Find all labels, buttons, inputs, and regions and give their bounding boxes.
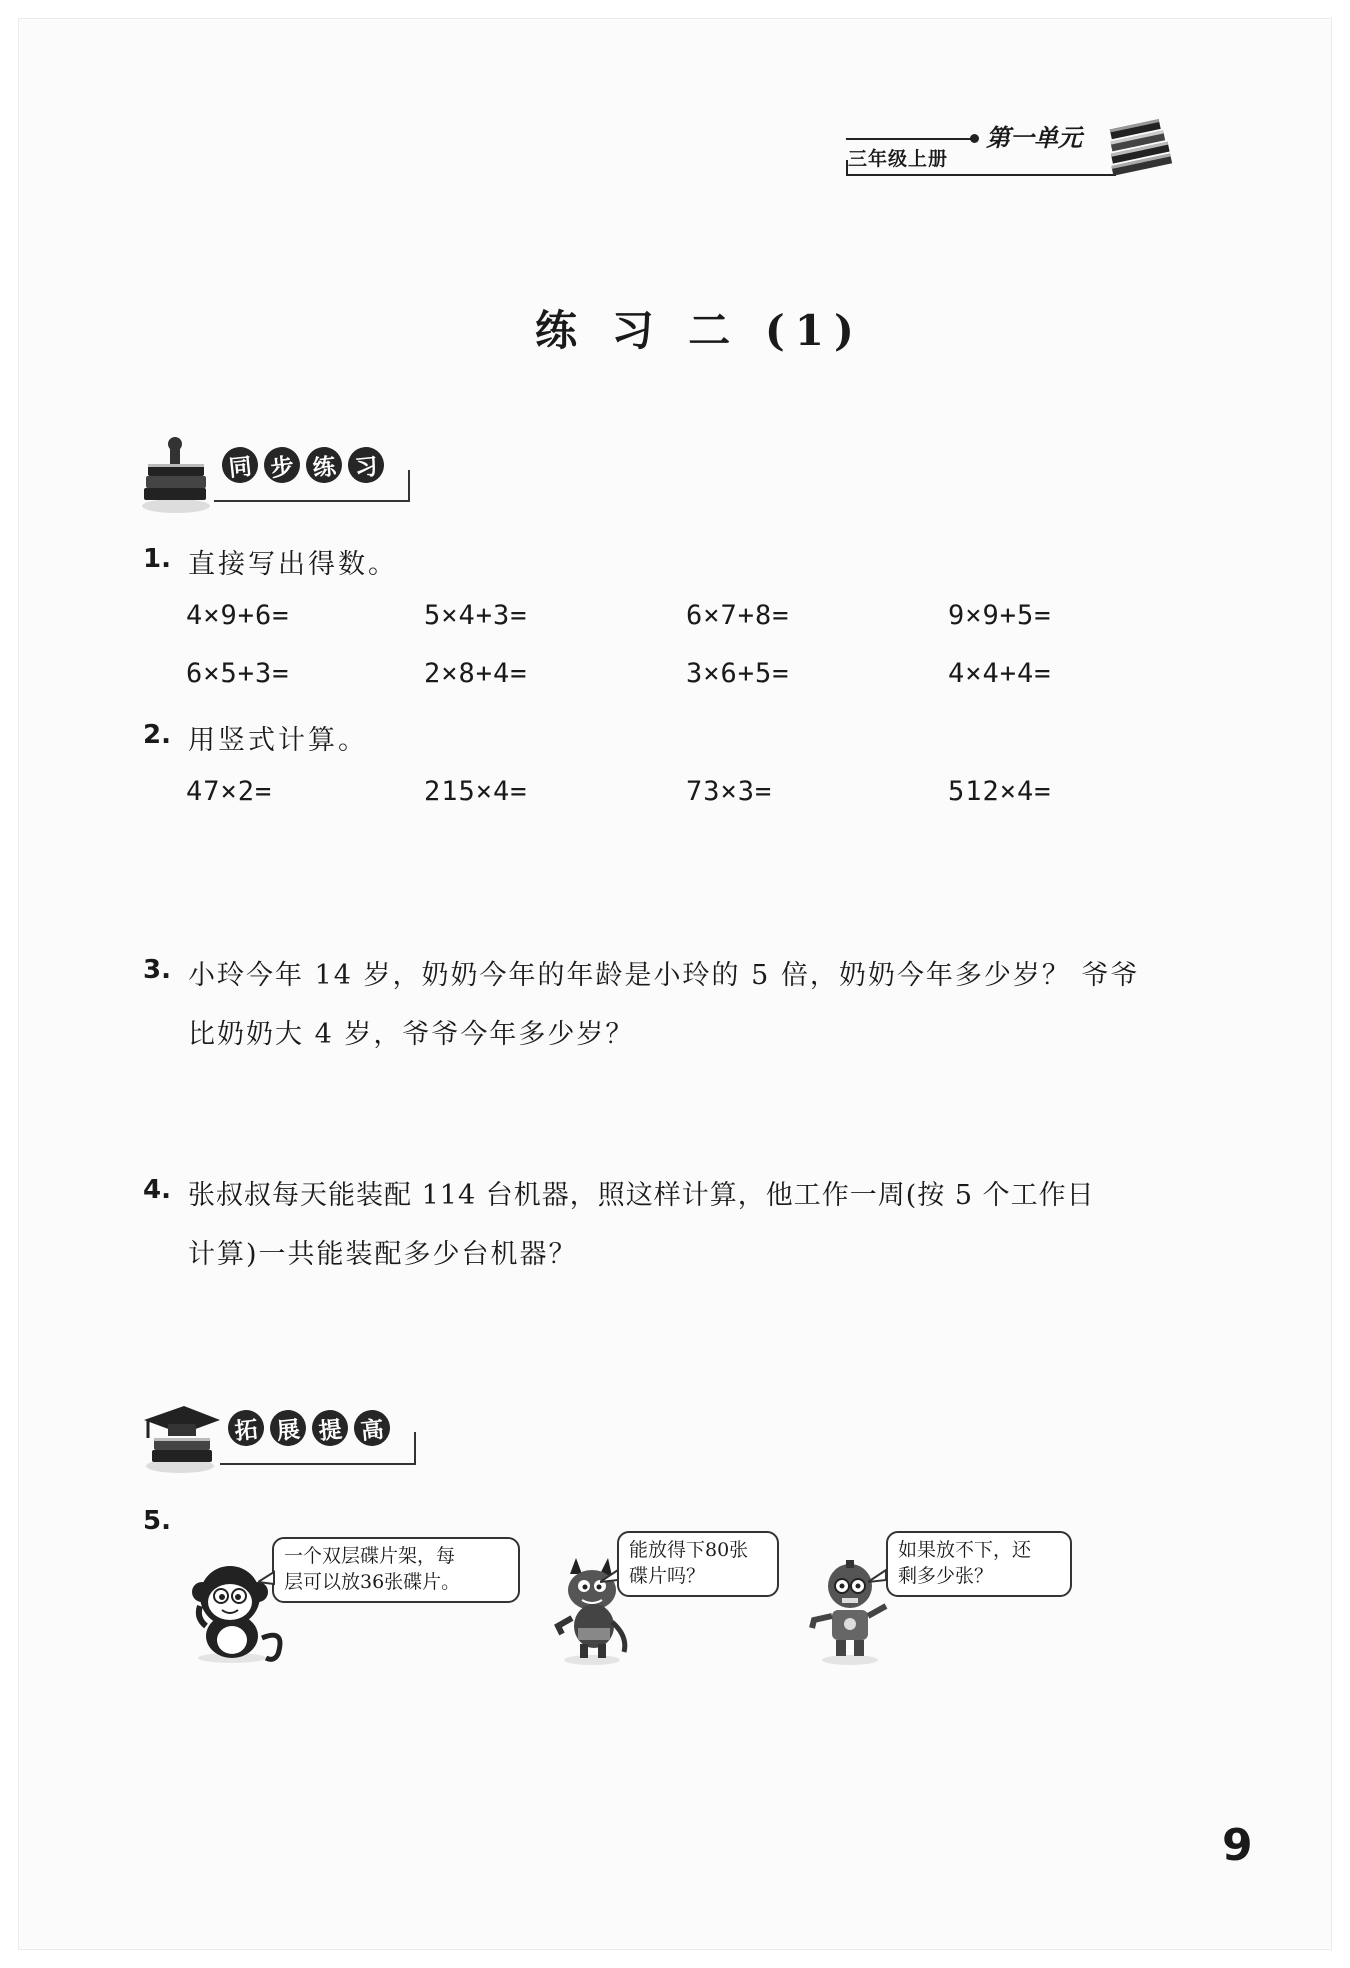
header-underline <box>846 174 1116 176</box>
sync-label-char: 练 <box>304 445 344 485</box>
q2-expression: 215×4= <box>424 776 528 807</box>
speech-bubble-3 <box>886 1531 1072 1597</box>
q5-number: 5. <box>143 1506 171 1536</box>
q3-text-line2: 比奶奶大 4 岁，爷爷今年多少岁？ <box>188 1019 635 1050</box>
q1-expression: 9×9+5= <box>948 600 1052 631</box>
sync-label-char: 同 <box>220 445 260 485</box>
bubble-2-line1: 能放得下80张 <box>629 1539 749 1561</box>
q4-number: 4. <box>143 1175 171 1205</box>
bubble-3-line2: 剩多少张？ <box>898 1565 994 1587</box>
q1-number: 1. <box>143 544 171 574</box>
sync-label-char: 步 <box>262 445 302 485</box>
header-dot <box>970 134 979 143</box>
page-number: 9 <box>1222 1820 1253 1871</box>
q1-expression: 3×6+5= <box>686 658 790 689</box>
extend-section-icon <box>142 1394 222 1478</box>
sync-label-char: 习 <box>346 445 386 485</box>
header-unit: 第一单元 <box>986 124 1082 152</box>
speech-bubble-1 <box>272 1537 520 1603</box>
extend-label-char: 高 <box>352 1408 392 1448</box>
q2-expression: 512×4= <box>948 776 1052 807</box>
header-rule <box>846 138 974 140</box>
sync-section-underline <box>214 500 410 502</box>
bubble-2-tail <box>600 1568 620 1590</box>
q4-text-line1: 张叔叔每天能装配 114 台机器，照这样计算，他工作一周(按 5 个工作日 <box>188 1180 1095 1211</box>
extend-label-char: 拓 <box>226 1408 266 1448</box>
page-title: 练 习 二 (1) <box>535 306 864 355</box>
sync-section-icon <box>140 430 218 518</box>
bubble-3-tail <box>868 1568 888 1590</box>
q3-text-line1: 小玲今年 14 岁，奶奶今年的年龄是小玲的 5 倍，奶奶今年多少岁？ 爷爷 <box>188 960 1140 991</box>
sync-section-bracket <box>408 470 410 502</box>
q1-expression: 4×4+4= <box>948 658 1052 689</box>
extend-label-char: 展 <box>268 1408 308 1448</box>
extend-section-bracket <box>414 1432 416 1465</box>
q1-expression: 5×4+3= <box>424 600 528 631</box>
books-icon <box>1102 112 1174 186</box>
extend-section-underline <box>220 1463 416 1465</box>
q4-text-line2: 计算)一共能装配多少台机器？ <box>188 1239 578 1270</box>
extend-section-label <box>228 1410 390 1446</box>
q1-expression: 4×9+6= <box>186 600 290 631</box>
q3-number: 3. <box>143 955 171 985</box>
q2-number: 2. <box>143 720 171 750</box>
bubble-1-line1: 一个双层碟片架，每 <box>284 1545 456 1567</box>
q1-expression: 6×7+8= <box>686 600 790 631</box>
q2-expression: 47×2= <box>186 776 273 807</box>
q1-expression: 6×5+3= <box>186 658 290 689</box>
header-grade: 三年级上册 <box>848 148 949 170</box>
q1-expression: 2×8+4= <box>424 658 528 689</box>
sync-section-label <box>222 447 384 483</box>
bubble-3-line1: 如果放不下，还 <box>898 1539 1032 1561</box>
extend-label-char: 提 <box>310 1408 350 1448</box>
bubble-2-line2: 碟片吗？ <box>629 1565 706 1587</box>
q1-text: 直接写出得数。 <box>188 549 398 580</box>
bubble-1-tail <box>258 1570 276 1592</box>
bubble-1-line2: 层可以放36张碟片。 <box>284 1571 461 1593</box>
speech-bubble-2 <box>617 1531 779 1597</box>
q2-text: 用竖式计算。 <box>188 725 368 756</box>
q2-expression: 73×3= <box>686 776 773 807</box>
